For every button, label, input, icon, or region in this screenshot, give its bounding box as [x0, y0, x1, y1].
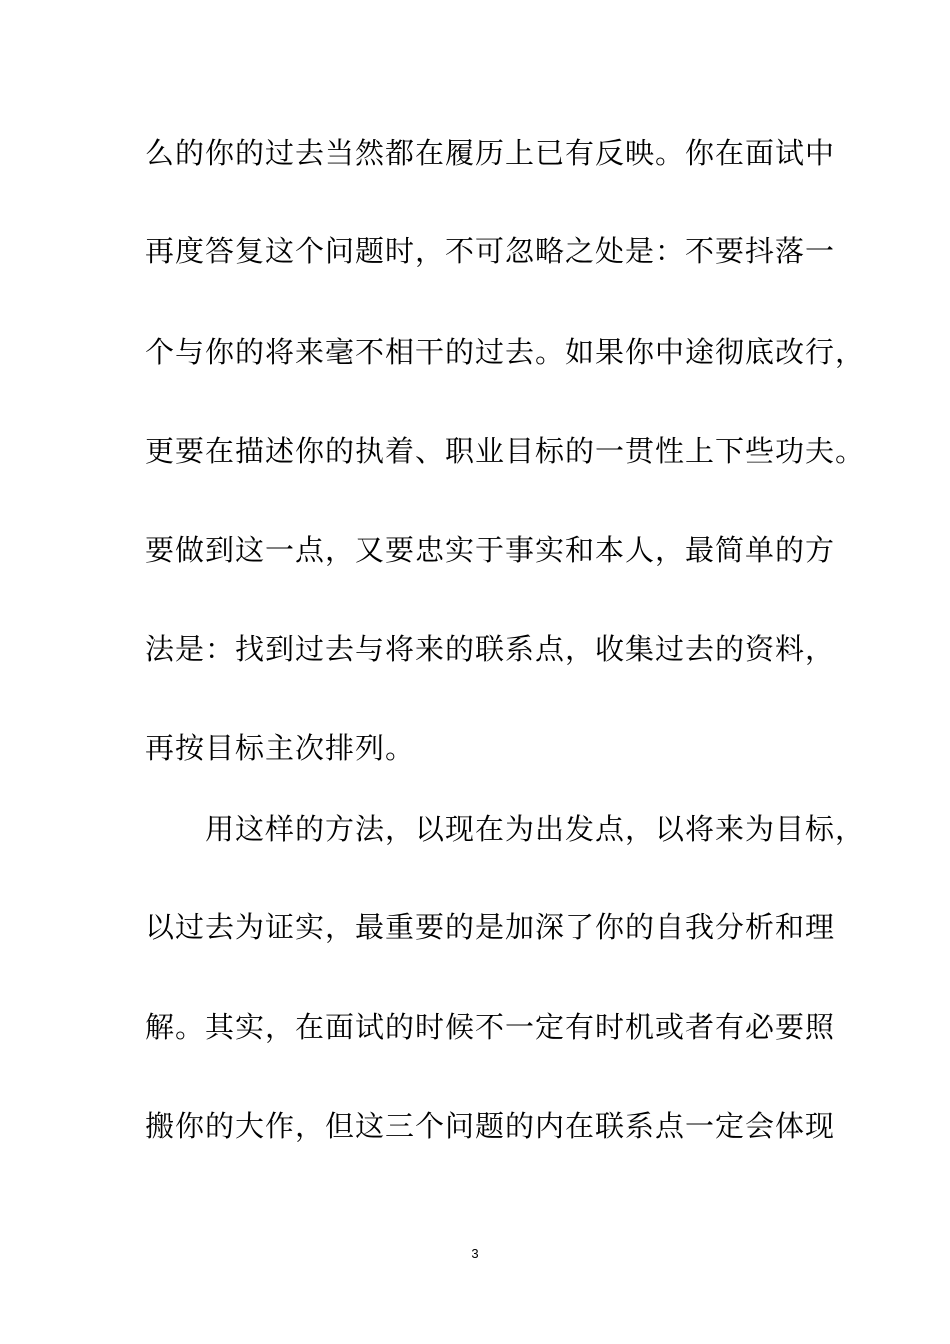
text-line: 再按目标主次排列。	[145, 731, 416, 765]
text-line: 更要在描述你的执着、职业目标的一贯性上下些功夫。	[145, 434, 866, 468]
text-line: 再度答复这个问题时，不可忽略之处是：不要抖落一	[145, 234, 836, 268]
text-line: 要做到这一点，又要忠实于事实和本人，最简单的方	[145, 533, 836, 567]
text-line: 以过去为证实，最重要的是加深了你的自我分析和理	[145, 910, 836, 944]
text-line: 法是：找到过去与将来的联系点，收集过去的资料，	[145, 632, 836, 666]
text-line: 个与你的将来毫不相干的过去。如果你中途彻底改行，	[145, 335, 866, 369]
paragraph-first-line: 用这样的方法，以现在为出发点，以将来为目标，	[205, 812, 866, 846]
page-number: 3	[471, 1246, 479, 1261]
text-line: 解。其实，在面试的时候不一定有时机或者有必要照	[145, 1010, 836, 1044]
text-line: 搬你的大作，但这三个问题的内在联系点一定会体现	[145, 1109, 836, 1143]
text-line: 么的你的过去当然都在履历上已有反映。你在面试中	[145, 136, 836, 170]
